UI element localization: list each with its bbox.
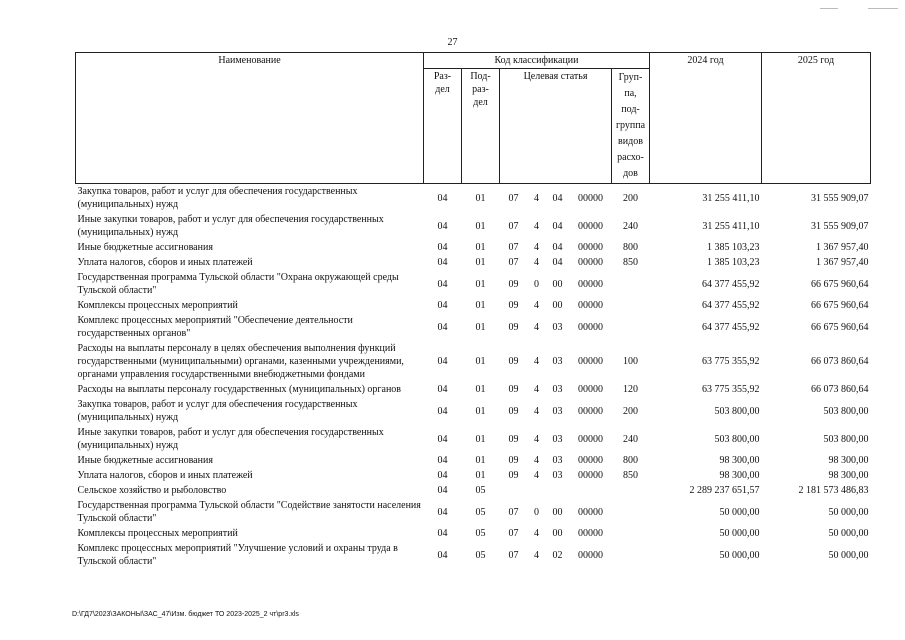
cell-rz: 04 bbox=[437, 192, 448, 204]
cell-y2: 50 000,00 bbox=[828, 506, 869, 518]
cell-vr: 800 bbox=[623, 242, 638, 253]
cell-cs3: 03 bbox=[552, 405, 563, 417]
cell-pr: 01 bbox=[475, 220, 486, 232]
cell-cs3: 00 bbox=[552, 528, 563, 539]
cell-cs4: 00000 bbox=[578, 470, 603, 481]
cell-y2: 503 800,00 bbox=[823, 405, 869, 417]
cell-pr: 05 bbox=[475, 528, 486, 539]
table-row bbox=[76, 526, 871, 541]
cell-name: Иные бюджетные ассигнования bbox=[77, 455, 213, 466]
file-path-footer: D:\ГД7\2023\ЗАКОНЫ\ЗАС_47\Изм. бюджет ТО 2023-2025_2 чт\pr3.xls bbox=[72, 611, 299, 618]
cell-cs2: 4 bbox=[534, 356, 539, 367]
cell-cs4: 00000 bbox=[578, 220, 603, 232]
cell-pr: 01 bbox=[475, 356, 486, 367]
cell-cs4: 00000 bbox=[578, 506, 603, 518]
table-row bbox=[76, 270, 871, 298]
cell-name: Расходы на выплаты персоналу в целях обеспечения выполнения функций государственными (муниципальными) органами, казенными учреждениями, органами управления государственными внебюджетными фондами bbox=[77, 343, 404, 380]
cell-y2: 98 300,00 bbox=[828, 470, 869, 481]
cell-cs4: 00000 bbox=[578, 321, 603, 333]
cell-name: Государственная программа Тульской области "Охрана окружающей среды Тульской области" bbox=[77, 272, 399, 296]
cell-vr: 200 bbox=[623, 192, 638, 204]
table-row bbox=[76, 298, 871, 313]
cell-cs3: 03 bbox=[552, 356, 563, 367]
cell-vr bbox=[612, 483, 650, 498]
cell-y2: 2 181 573 486,83 bbox=[798, 485, 869, 496]
table-row bbox=[76, 255, 871, 270]
table-row bbox=[76, 382, 871, 397]
cell-rz: 04 bbox=[437, 356, 448, 367]
cell-cs2: 4 bbox=[534, 455, 539, 466]
cell-vr bbox=[612, 270, 650, 298]
cell-vr bbox=[612, 526, 650, 541]
cell-cs1: 09 bbox=[508, 384, 519, 395]
cell-y2: 66 675 960,64 bbox=[811, 321, 869, 333]
header-expense-group: Груп- па, под- группа видов расхо- дов bbox=[612, 69, 650, 184]
cell-vr: 850 bbox=[623, 470, 638, 481]
cell-cs3: 03 bbox=[552, 433, 563, 445]
cell-cs2: 4 bbox=[534, 220, 539, 232]
cell-pr: 01 bbox=[475, 192, 486, 204]
cell-pr: 01 bbox=[475, 242, 486, 253]
cell-cs1: 09 bbox=[508, 356, 519, 367]
cell-cs3: 04 bbox=[552, 242, 563, 253]
cell-name: Иные закупки товаров, работ и услуг для обеспечения государственных (муниципальных) нужд bbox=[77, 214, 384, 238]
cell-cs2: 4 bbox=[534, 528, 539, 539]
cell-vr bbox=[612, 298, 650, 313]
cell-vr: 200 bbox=[623, 405, 638, 417]
cell-pr: 01 bbox=[475, 257, 486, 268]
cell-y1: 98 300,00 bbox=[719, 470, 760, 481]
table-row bbox=[76, 425, 871, 453]
cell-cs4: 00000 bbox=[578, 384, 603, 395]
cell-y1: 64 377 455,92 bbox=[702, 278, 760, 290]
cell-y2: 503 800,00 bbox=[823, 433, 869, 445]
cell-rz: 04 bbox=[437, 257, 448, 268]
table-body bbox=[76, 184, 871, 570]
cell-name: Комплексы процессных мероприятий bbox=[77, 300, 238, 311]
cell-rz: 04 bbox=[437, 528, 448, 539]
cell-y2: 1 367 957,40 bbox=[816, 242, 869, 253]
cell-y1: 50 000,00 bbox=[719, 506, 760, 518]
cell-cs2: 4 bbox=[534, 257, 539, 268]
cell-vr bbox=[612, 313, 650, 341]
cell-cs4 bbox=[570, 483, 612, 498]
cell-vr: 120 bbox=[623, 384, 638, 395]
cell-cs4: 00000 bbox=[578, 257, 603, 268]
table-row bbox=[76, 240, 871, 255]
cell-vr bbox=[612, 498, 650, 526]
table-row bbox=[76, 541, 871, 569]
cell-rz: 04 bbox=[437, 220, 448, 232]
cell-cs3: 03 bbox=[552, 470, 563, 481]
cell-rz: 04 bbox=[437, 455, 448, 466]
cell-name: Сельское хозяйство и рыболовство bbox=[77, 485, 227, 496]
cell-y1: 31 255 411,10 bbox=[702, 192, 760, 204]
cell-rz: 04 bbox=[437, 549, 448, 561]
cell-vr bbox=[612, 541, 650, 569]
cell-cs1: 09 bbox=[508, 300, 519, 311]
cell-y1: 63 775 355,92 bbox=[702, 384, 760, 395]
cell-cs1: 09 bbox=[508, 278, 519, 290]
cell-cs3: 04 bbox=[552, 192, 563, 204]
cell-y2: 31 555 909,07 bbox=[811, 220, 869, 232]
cell-rz: 04 bbox=[437, 485, 448, 496]
cell-cs4: 00000 bbox=[578, 455, 603, 466]
table-row bbox=[76, 341, 871, 382]
cell-pr: 01 bbox=[475, 384, 486, 395]
cell-rz: 04 bbox=[437, 300, 448, 311]
cell-pr: 01 bbox=[475, 321, 486, 333]
cell-cs4: 00000 bbox=[578, 549, 603, 561]
budget-table bbox=[75, 52, 870, 569]
cell-cs1: 09 bbox=[508, 455, 519, 466]
cell-cs1: 07 bbox=[508, 549, 519, 561]
cell-cs4: 00000 bbox=[578, 278, 603, 290]
cell-y2: 98 300,00 bbox=[828, 455, 869, 466]
header-name: Наименование bbox=[76, 53, 424, 184]
cell-cs3: 00 bbox=[552, 506, 563, 518]
cell-name: Государственная программа Тульской области "Содействие занятости населения Тульской области" bbox=[77, 500, 421, 524]
header-subsection: Под- раз- дел bbox=[462, 69, 500, 184]
cell-cs3: 02 bbox=[552, 549, 563, 561]
cell-cs2: 0 bbox=[534, 506, 539, 518]
cell-name: Уплата налогов, сборов и иных платежей bbox=[77, 470, 253, 481]
cell-pr: 05 bbox=[475, 549, 486, 561]
table-row bbox=[76, 184, 871, 213]
cell-y2: 66 675 960,64 bbox=[811, 278, 869, 290]
cell-cs1: 09 bbox=[508, 470, 519, 481]
cell-name: Закупка товаров, работ и услуг для обеспечения государственных (муниципальных) нужд bbox=[77, 399, 358, 423]
cell-cs1: 07 bbox=[508, 192, 519, 204]
cell-rz: 04 bbox=[437, 384, 448, 395]
cell-cs3 bbox=[546, 483, 570, 498]
cell-cs4: 00000 bbox=[578, 192, 603, 204]
cell-cs1: 07 bbox=[508, 220, 519, 232]
cell-y1: 63 775 355,92 bbox=[702, 356, 760, 367]
cell-vr: 800 bbox=[623, 455, 638, 466]
cell-y2: 31 555 909,07 bbox=[811, 192, 869, 204]
cell-cs2: 4 bbox=[534, 433, 539, 445]
cell-rz: 04 bbox=[437, 405, 448, 417]
cell-pr: 01 bbox=[475, 300, 486, 311]
cell-name: Комплекс процессных мероприятий "Обеспечение деятельности государственных органов" bbox=[77, 315, 353, 339]
cell-rz: 04 bbox=[437, 242, 448, 253]
cell-pr: 01 bbox=[475, 278, 486, 290]
cell-cs4: 00000 bbox=[578, 405, 603, 417]
cell-cs1: 07 bbox=[508, 257, 519, 268]
cell-rz: 04 bbox=[437, 470, 448, 481]
cell-rz: 04 bbox=[437, 321, 448, 333]
cell-pr: 01 bbox=[475, 433, 486, 445]
cell-cs2: 4 bbox=[534, 549, 539, 561]
cell-y1: 50 000,00 bbox=[719, 549, 760, 561]
header-year-2025: 2025 год bbox=[762, 53, 871, 184]
top-rule-right bbox=[868, 8, 898, 9]
cell-y1: 1 385 103,23 bbox=[707, 257, 760, 268]
cell-name: Расходы на выплаты персоналу государственных (муниципальных) органов bbox=[77, 384, 402, 395]
cell-y1: 31 255 411,10 bbox=[702, 220, 760, 232]
cell-cs2: 4 bbox=[534, 405, 539, 417]
cell-name: Иные бюджетные ассигнования bbox=[77, 242, 213, 253]
cell-name: Комплексы процессных мероприятий bbox=[77, 528, 238, 539]
cell-cs2 bbox=[528, 483, 546, 498]
cell-cs1: 09 bbox=[508, 405, 519, 417]
cell-cs2: 4 bbox=[534, 321, 539, 333]
cell-y2: 66 073 860,64 bbox=[811, 356, 869, 367]
cell-y2: 50 000,00 bbox=[828, 528, 869, 539]
header-section: Раз- дел bbox=[424, 69, 462, 184]
cell-y1: 2 289 237 651,57 bbox=[689, 485, 760, 496]
cell-y2: 1 367 957,40 bbox=[816, 257, 869, 268]
cell-vr: 100 bbox=[623, 356, 638, 367]
cell-cs2: 4 bbox=[534, 192, 539, 204]
cell-y1: 503 800,00 bbox=[714, 405, 760, 417]
cell-cs1: 07 bbox=[508, 506, 519, 518]
cell-rz: 04 bbox=[437, 506, 448, 518]
cell-cs4: 00000 bbox=[578, 300, 603, 311]
header-target-article: Целевая статья bbox=[500, 69, 612, 184]
cell-y2: 66 675 960,64 bbox=[811, 300, 869, 311]
cell-y1: 64 377 455,92 bbox=[702, 321, 760, 333]
cell-cs3: 03 bbox=[552, 321, 563, 333]
cell-rz: 04 bbox=[437, 433, 448, 445]
cell-y1: 1 385 103,23 bbox=[707, 242, 760, 253]
table-row bbox=[76, 483, 871, 498]
cell-y1: 503 800,00 bbox=[714, 433, 760, 445]
cell-vr: 240 bbox=[623, 220, 638, 232]
cell-y2: 50 000,00 bbox=[828, 549, 869, 561]
top-rule-left bbox=[820, 8, 838, 9]
cell-cs4: 00000 bbox=[578, 528, 603, 539]
table-row bbox=[76, 498, 871, 526]
cell-cs1: 09 bbox=[508, 321, 519, 333]
cell-cs2: 4 bbox=[534, 470, 539, 481]
header-row-1 bbox=[76, 53, 871, 69]
cell-y1: 50 000,00 bbox=[719, 528, 760, 539]
cell-cs3: 00 bbox=[552, 300, 563, 311]
page-number: 27 bbox=[447, 37, 458, 48]
cell-cs2: 4 bbox=[534, 242, 539, 253]
table-row bbox=[76, 313, 871, 341]
cell-cs2: 4 bbox=[534, 300, 539, 311]
cell-cs1 bbox=[500, 483, 528, 498]
cell-rz: 04 bbox=[437, 278, 448, 290]
cell-name: Уплата налогов, сборов и иных платежей bbox=[77, 257, 253, 268]
cell-cs3: 03 bbox=[552, 455, 563, 466]
table-row bbox=[76, 397, 871, 425]
cell-pr: 01 bbox=[475, 405, 486, 417]
cell-pr: 01 bbox=[475, 470, 486, 481]
table-row bbox=[76, 468, 871, 483]
cell-pr: 01 bbox=[475, 455, 486, 466]
cell-name: Комплекс процессных мероприятий "Улучшение условий и охраны труда в Тульской области" bbox=[77, 543, 398, 567]
header-classification: Код классификации bbox=[424, 53, 650, 69]
cell-cs1: 07 bbox=[508, 528, 519, 539]
cell-cs3: 04 bbox=[552, 257, 563, 268]
cell-cs4: 00000 bbox=[578, 433, 603, 445]
cell-cs3: 00 bbox=[552, 278, 563, 290]
cell-cs4: 00000 bbox=[578, 242, 603, 253]
cell-cs3: 04 bbox=[552, 220, 563, 232]
table-row bbox=[76, 453, 871, 468]
cell-pr: 05 bbox=[475, 485, 486, 496]
cell-cs2: 4 bbox=[534, 384, 539, 395]
cell-vr: 850 bbox=[623, 257, 638, 268]
cell-cs1: 09 bbox=[508, 433, 519, 445]
table-row bbox=[76, 212, 871, 240]
cell-y2: 66 073 860,64 bbox=[811, 384, 869, 395]
cell-name: Иные закупки товаров, работ и услуг для обеспечения государственных (муниципальных) нужд bbox=[77, 427, 384, 451]
cell-pr: 05 bbox=[475, 506, 486, 518]
cell-y1: 98 300,00 bbox=[719, 455, 760, 466]
cell-cs2: 0 bbox=[534, 278, 539, 290]
cell-vr: 240 bbox=[623, 433, 638, 445]
cell-cs1: 07 bbox=[508, 242, 519, 253]
cell-cs4: 00000 bbox=[578, 356, 603, 367]
header-year-2024: 2024 год bbox=[650, 53, 762, 184]
cell-cs3: 03 bbox=[552, 384, 563, 395]
cell-y1: 64 377 455,92 bbox=[702, 300, 760, 311]
cell-name: Закупка товаров, работ и услуг для обеспечения государственных (муниципальных) нужд bbox=[77, 186, 358, 210]
